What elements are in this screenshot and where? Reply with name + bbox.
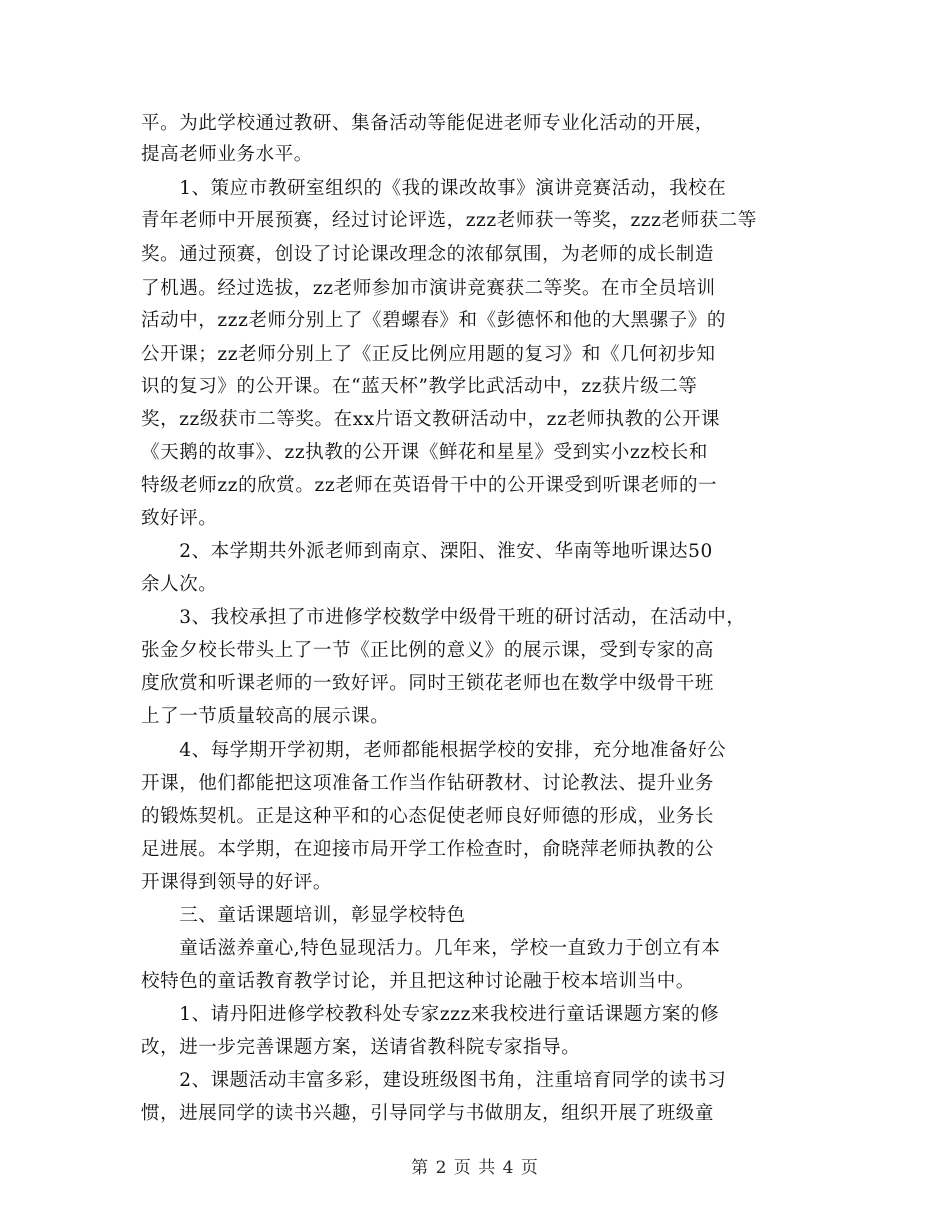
- text-line: 的锻炼契机。正是这种平和的心态促使老师良好师德的形成，业务长: [141, 806, 715, 827]
- text-line: 平。为此学校通过教研、集备活动等能促进老师专业化活动的开展，: [141, 113, 715, 134]
- text-line: 致好评。: [141, 508, 218, 529]
- text-line: 上了一节质量较高的展示课。: [141, 706, 390, 727]
- text-line: 童话滋养童心,特色显现活力。几年来，学校一直致力于创立有本: [141, 938, 721, 959]
- text-line: 特级老师zz的欣赏。zz老师在英语骨干中的公开课受到听课老师的一: [141, 475, 718, 496]
- text-line: 开课得到领导的好评。: [141, 872, 333, 893]
- text-line: 4、每学期开学初期，老师都能根据学校的安排，充分地准备好公: [141, 740, 727, 761]
- text-line: 青年老师中开展预赛，经过讨论评选，zzz老师获一等奖，zzz老师获二等: [141, 210, 757, 231]
- text-line: 2、课题活动丰富多彩，建设班级图书角，注重培育同学的读书习: [141, 1070, 727, 1091]
- section-heading: 三、童话课题培训，彰显学校特色: [141, 905, 466, 926]
- text-line: 提高老师业务水平。: [141, 144, 313, 165]
- text-line: 奖。通过预赛，创设了讨论课改理念的浓郁氛围，为老师的成长制造: [141, 244, 715, 265]
- text-line: 了机遇。经过选拔，zz老师参加市演讲竞赛获二等奖。在市全员培训: [141, 278, 716, 299]
- text-line: 张金夕校长带头上了一节《正比例的意义》的展示课，受到专家的高: [141, 640, 715, 661]
- text-line: 惯，进展同学的读书兴趣，引导同学与书做朋友，组织开展了班级童: [141, 1103, 715, 1124]
- text-line: 公开课；zz老师分别上了《正反比例应用题的复习》和《几何初步知: [141, 344, 716, 365]
- text-line: 奖，zz级获市二等奖。在xx片语文教研活动中，zz老师执教的公开课: [141, 409, 721, 430]
- page-number-footer: 第 2 页 共 4 页: [411, 1158, 539, 1178]
- text-line: 改，进一步完善课题方案，送请省教科院专家指导。: [141, 1037, 581, 1058]
- text-line: 1、请丹阳进修学校教科处专家zzz来我校进行童话课题方案的修: [141, 1004, 720, 1025]
- text-line: 1、策应市教研室组织的《我的课改故事》演讲竞赛活动，我校在: [141, 178, 727, 199]
- text-line: 余人次。: [141, 574, 218, 595]
- text-line: 校特色的童话教育教学讨论，并且把这种讨论融于校本培训当中。: [141, 971, 695, 992]
- text-line: 活动中，zzz老师分别上了《碧螺春》和《彭德怀和他的大黑骡子》的: [141, 310, 726, 331]
- text-line: 开课，他们都能把这项准备工作当作钻研教材、讨论教法、提升业务: [141, 773, 715, 794]
- text-line: 《天鹅的故事》、zz执教的公开课《鲜花和星星》受到实小zz校长和: [141, 442, 708, 463]
- text-line: 度欣赏和听课老师的一致好评。同时王锁花老师也在数学中级骨干班: [141, 673, 715, 694]
- text-line: 2、本学期共外派老师到南京、溧阳、淮安、华南等地听课达50: [141, 541, 713, 562]
- text-line: 足进展。本学期，在迎接市局开学工作检查时，俞晓萍老师执教的公: [141, 839, 715, 860]
- text-line: 3、我校承担了市进修学校数学中级骨干班的研讨活动，在活动中，: [141, 607, 746, 628]
- text-line: 识的复习》的公开课。在“蓝天杯”教学比武活动中，zz获片级二等: [141, 376, 698, 397]
